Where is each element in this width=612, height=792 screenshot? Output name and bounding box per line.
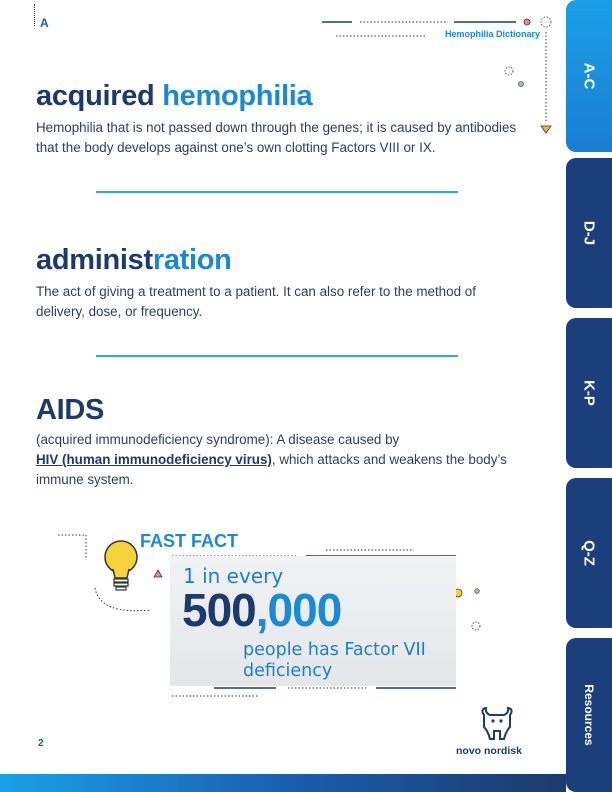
tab-k-p[interactable]: K-P: [566, 318, 612, 468]
novo-nordisk-logo: novo nordisk: [456, 745, 522, 757]
tab-q-z[interactable]: Q-Z: [566, 478, 612, 628]
fast-fact-line3: people has Factor VII deficiency: [243, 640, 426, 681]
term-definition: Hemophilia that is not passed down through the genes; it is caused by antibodies that the body develops against one’s own clotting Factors VIII or IX.: [36, 120, 517, 155]
lightbulb-icon: [102, 538, 140, 594]
term-title-aids: AIDS: [36, 394, 105, 426]
bottom-bar: [0, 774, 566, 792]
divider: [96, 191, 458, 193]
divider: [96, 355, 458, 357]
page-number: 2: [38, 738, 44, 749]
dictionary-label: Hemophilia Dictionary: [444, 29, 540, 39]
term-definition: (acquired immunodeficiency syndrome): A disease caused by HIV (human immunodeficiency virus), which attacks and weakens the body’s immune system.: [36, 432, 507, 487]
tab-a-c[interactable]: A-C: [566, 0, 612, 152]
hiv-link[interactable]: HIV (human immunodeficiency virus): [36, 452, 272, 467]
term-definition: The act of giving a treatment to a patient. It can also refer to the method of delivery, dose, or frequency.: [36, 284, 476, 319]
section-letter: A: [40, 16, 49, 30]
fast-fact-line1: 1 in every: [183, 564, 284, 588]
term-title-acquired-hemophilia: acquired hemophilia: [36, 80, 313, 112]
fast-fact-number: 500,000: [182, 584, 342, 636]
fast-fact-title: FAST FACT: [140, 531, 238, 551]
term-title-administration: administration: [36, 244, 232, 276]
tab-resources[interactable]: Resources: [566, 638, 612, 792]
tab-d-j[interactable]: D-J: [566, 158, 612, 308]
bull-logo-icon: [476, 705, 518, 745]
